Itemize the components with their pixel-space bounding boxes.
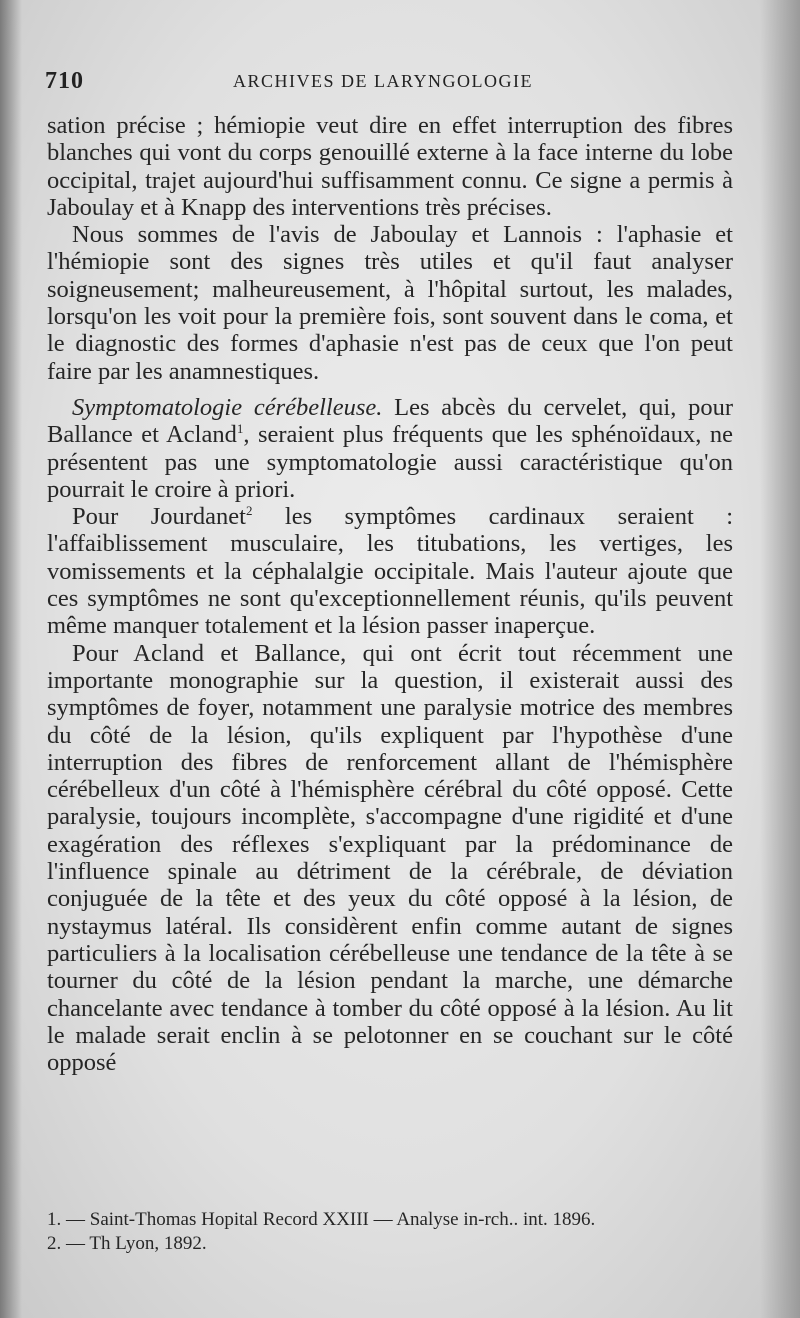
footnote-1: 1. — Saint-Thomas Hopital Record XXIII — Analyse in-rch.. int. 1896. — [47, 1209, 596, 1230]
page-header — [45, 68, 745, 98]
paragraph-2: Nous sommes de l'avis de Jaboulay et Lannois : l'aphasie et l'hémiopie sont des signes très utiles et qu'il faut analyser soigneusement; malheureusement, à l'hôpital surtout, les malades, lorsqu'on les voit pour la première fois, sont souvent dans le coma, et le diagnostic des formes d'aphasie n'est pas de ceux que l'on peut faire par les anamnestiques. — [47, 221, 733, 385]
paragraph-4-text-b: les symptômes cardinaux seraient : l'affaiblissement musculaire, les titubations, les vertiges, les vomissements et la céphalalgie occipitale. Mais l'auteur ajoute que ces symptômes ne sont qu'exceptionnellement réunis, qu'ils peuvent même manquer totalement et la lésion passer inaperçue. — [47, 503, 733, 640]
paragraph-5: Pour Acland et Ballance, qui ont écrit tout récemment une importante monographie sur la question, il existerait aussi des symptômes de foyer, notamment une paralysie motrice des membres du côté de la lésion, qu'ils expliquent par l'hypothèse d'une interruption des fibres de renforcement allant de l'hémisphère cérébelleux d'un côté à l'hémisphère cérébral du côté opposé. Cette paralysie, toujours incomplète, s'accompagne d'une rigidité et d'une exagération des réflexes s'expliquant par la prédominance de l'influence spinale au détriment de la cérébrale, de déviation conjuguée de la tête et des yeux du côté opposé à la lésion, de nystaymus latéral. Ils considèrent enfin comme autant de signes particuliers à la localisation cérébelleuse une tendance de la tête à se tourner du côté de la lésion pendant la marche, une démarche chancelante avec tendance à tomber du côté opposé à la lésion. Au lit le malade serait enclin à se pelotonner en se couchant sur le côté opposé — [47, 639, 733, 1077]
page-number: 710 — [45, 68, 84, 94]
paragraph-4-text-a: Pour Jourdanet — [72, 503, 246, 531]
footnote-ref-1: 1 — [236, 421, 244, 437]
footnotes — [47, 1208, 727, 1256]
paragraph-1: sation précise ; hémiopie veut dire en effet interruption des fibres blanches qui vont du corps genouillé externe à la face interne du lobe occipital, trajet aujourd'hui suffisamment connu. Ce signe a permis à Jaboulay et à Knapp des interventions très précises. — [47, 112, 733, 221]
paragraph-3-text-a: Les abcès du cervelet, qui, pour Ballance et Acland — [47, 393, 733, 449]
footnote-ref-2: 2 — [245, 503, 253, 518]
section-heading: Symptomatologie cérébelleuse. — [72, 393, 383, 421]
paragraph-4 — [47, 503, 733, 639]
paragraph-3 — [47, 394, 733, 503]
footnote-2: 2. — Th Lyon, 1892. — [47, 1233, 207, 1254]
body-text — [47, 112, 733, 1076]
running-title: ARCHIVES DE LARYNGOLOGIE — [233, 71, 533, 91]
paragraph-3-text-b: , seraient plus fréquents que les sphénoïdaux, ne présentent pas une symptomatologie aussi caractéristique qu'on pourrait le croire à priori. — [47, 421, 734, 503]
